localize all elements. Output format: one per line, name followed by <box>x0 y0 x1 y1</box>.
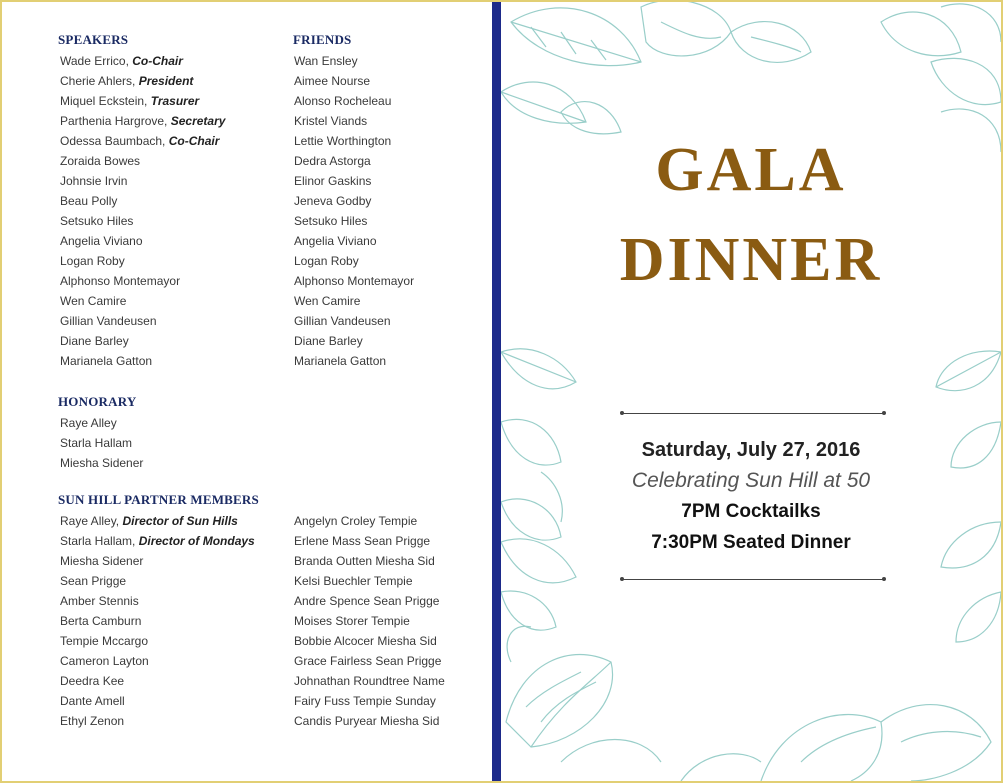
member-name: Miesha Sidener <box>60 554 144 568</box>
list-item: Diane Barley <box>294 334 363 348</box>
list-item <box>60 671 255 691</box>
list-item: Alphonso Montemayor <box>294 274 415 288</box>
member-name: Johnsie Irvin <box>60 174 128 188</box>
list-item: Moises Storer Tempie <box>294 614 410 628</box>
partners-heading: SUN HILL PARTNER MEMBERS <box>58 492 259 507</box>
list-item <box>60 631 255 651</box>
list-item: Starla Hallam <box>60 436 133 450</box>
list-item <box>60 111 225 131</box>
list-item: Bobbie Alcocer Miesha Sid <box>294 634 437 648</box>
list-item: Gillian Vandeusen <box>294 314 391 328</box>
list-item <box>60 171 225 191</box>
list-item <box>60 191 225 211</box>
member-name: Starla Hallam, <box>60 534 139 548</box>
left-panel <box>2 2 492 781</box>
speakers-heading: SPEAKERS <box>58 32 129 47</box>
member-role: Director of Mondays <box>138 534 255 548</box>
list-item: Logan Roby <box>294 254 359 268</box>
list-item: Kristel Viands <box>294 114 368 128</box>
gala-title: GALA <box>655 136 847 204</box>
member-name: Miquel Eckstein, <box>60 94 151 108</box>
list-item <box>60 71 225 91</box>
bottom-rule <box>622 579 884 580</box>
list-item <box>60 531 255 551</box>
member-name: Raye Alley, <box>60 514 123 528</box>
center-divider <box>492 2 501 781</box>
list-item: Kelsi Buechler Tempie <box>294 574 413 588</box>
list-item <box>60 271 225 291</box>
partners-list-left <box>60 511 255 731</box>
list-item <box>60 511 255 531</box>
list-item <box>60 311 225 331</box>
list-item <box>60 91 225 111</box>
member-role: Co-Chair <box>168 134 220 148</box>
list-item: Candis Puryear Miesha Sid <box>294 714 440 728</box>
list-item: Elinor Gaskins <box>294 174 372 188</box>
member-name: Logan Roby <box>60 254 125 268</box>
member-name: Wen Camire <box>60 294 127 308</box>
list-item: Lettie Worthington <box>294 134 392 148</box>
list-item: Alonso Rocheleau <box>294 94 392 108</box>
list-item <box>60 651 255 671</box>
list-item: Miesha Sidener <box>60 456 144 470</box>
member-name: Berta Camburn <box>60 614 142 628</box>
member-name: Cameron Layton <box>60 654 149 668</box>
list-item: Erlene Mass Sean Prigge <box>294 534 431 548</box>
list-item: Branda Outten Miesha Sid <box>294 554 435 568</box>
list-item: Jeneva Godby <box>294 194 372 208</box>
cocktails-time: 7PM Cocktailks <box>681 501 821 522</box>
member-name: Dante Amell <box>60 694 125 708</box>
member-name: Beau Polly <box>60 194 118 208</box>
list-item <box>60 251 225 271</box>
list-item: Fairy Fuss Tempie Sunday <box>294 694 436 708</box>
member-name: Wade Errico, <box>60 54 133 68</box>
member-name: Gillian Vandeusen <box>60 314 157 328</box>
list-item <box>60 331 225 351</box>
member-role: Trasurer <box>150 94 200 108</box>
member-name: Parthenia Hargrove, <box>60 114 171 128</box>
member-name: Deedra Kee <box>60 674 125 688</box>
member-role: President <box>138 74 194 88</box>
list-item <box>60 571 255 591</box>
member-role: Secretary <box>170 114 226 128</box>
event-date: Saturday, July 27, 2016 <box>641 439 861 461</box>
friends-list <box>294 51 414 371</box>
list-item: Angelia Viviano <box>294 234 377 248</box>
member-name: Ethyl Zenon <box>60 714 125 728</box>
list-item <box>60 611 255 631</box>
member-name: Odessa Baumbach, <box>60 134 169 148</box>
list-item: Marianela Gatton <box>294 354 387 368</box>
list-item: Aimee Nourse <box>294 74 371 88</box>
member-name: Angelia Viviano <box>60 234 143 248</box>
member-role: Co-Chair <box>132 54 183 68</box>
list-item: Johnathan Roundtree Name <box>294 674 445 688</box>
list-item <box>60 351 225 371</box>
list-item <box>60 211 225 231</box>
event-subtitle: Celebrating Sun Hill at 50 <box>631 469 871 492</box>
list-item <box>60 131 225 151</box>
member-role: Director of Sun Hills <box>122 514 238 528</box>
list-item <box>60 591 255 611</box>
list-item <box>60 151 225 171</box>
honorary-heading: HONORARY <box>58 394 137 409</box>
list-item: Setsuko Hiles <box>294 214 368 228</box>
member-name: Setsuko Hiles <box>60 214 134 228</box>
friends-heading: FRIENDS <box>293 32 352 47</box>
list-item: Raye Alley <box>60 416 117 430</box>
member-name: Sean Prigge <box>60 574 127 588</box>
dinner-time: 7:30PM Seated Dinner <box>651 532 851 553</box>
list-item <box>60 291 225 311</box>
list-item <box>60 691 255 711</box>
top-rule <box>622 413 884 414</box>
list-item: Grace Fairless Sean Prigge <box>294 654 442 668</box>
list-item: Andre Spence Sean Prigge <box>294 594 440 608</box>
member-name: Amber Stennis <box>60 594 139 608</box>
member-name: Tempie Mccargo <box>60 634 149 648</box>
list-item: Dedra Astorga <box>294 154 371 168</box>
honorary-list <box>60 413 143 473</box>
member-name: Marianela Gatton <box>60 354 153 368</box>
partners-list-right <box>294 511 445 731</box>
member-name: Alphonso Montemayor <box>60 274 181 288</box>
list-item: Wan Ensley <box>294 54 358 68</box>
list-item: Wen Camire <box>294 294 361 308</box>
member-name: Zoraida Bowes <box>60 154 141 168</box>
cover-panel <box>501 2 1001 781</box>
dinner-title: DINNER <box>619 226 883 294</box>
floral-decoration-illustration <box>501 2 1001 781</box>
list-item <box>60 711 255 731</box>
list-item <box>60 51 225 71</box>
member-name: Diane Barley <box>60 334 129 348</box>
list-item <box>60 231 225 251</box>
speakers-list <box>60 51 225 371</box>
list-item: Angelyn Croley Tempie <box>294 514 418 528</box>
member-name: Cherie Ahlers, <box>60 74 139 88</box>
list-item <box>60 551 255 571</box>
